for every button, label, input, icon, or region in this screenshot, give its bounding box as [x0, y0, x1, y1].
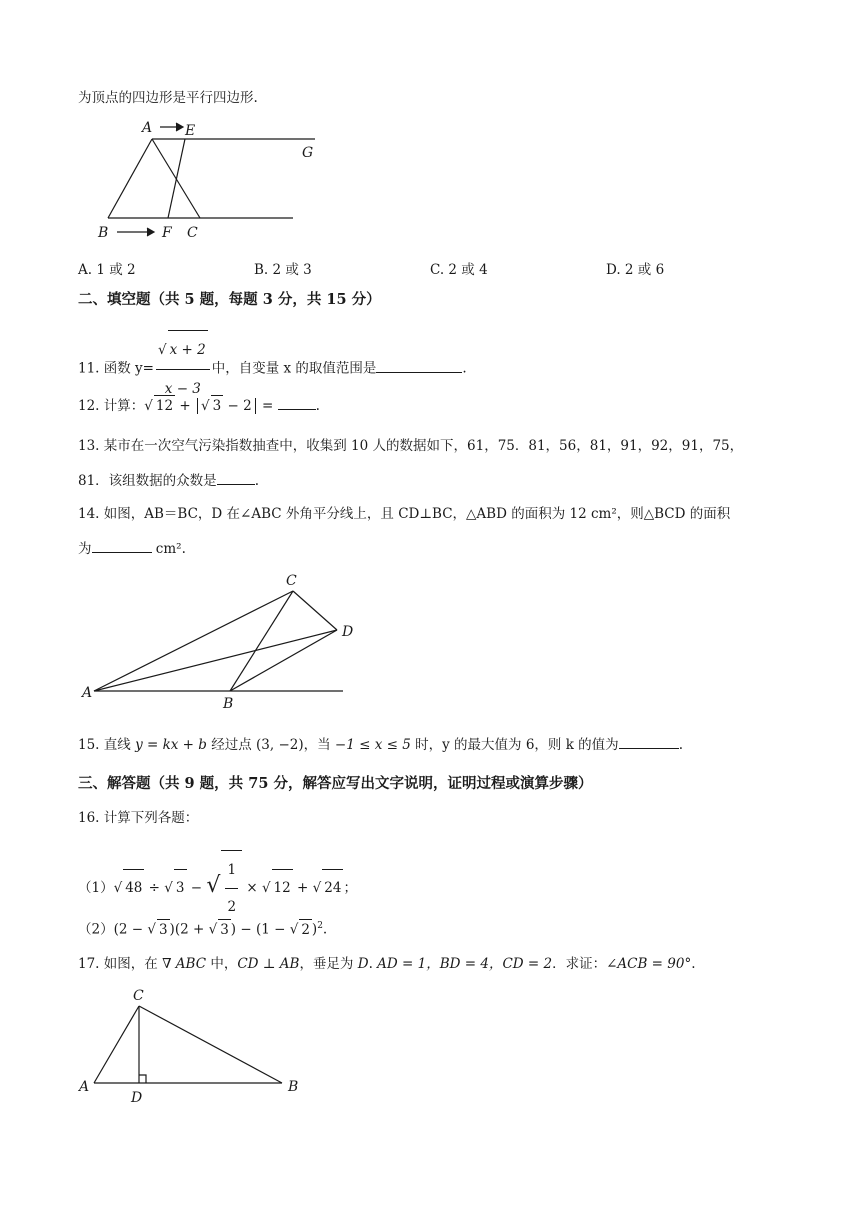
q11-answer-blank[interactable]	[376, 358, 462, 373]
fig1-label-B: B	[98, 225, 109, 241]
fig3-label-C: C	[133, 988, 144, 1004]
option-c: C. 2 或 4	[430, 262, 488, 278]
q12-answer-blank[interactable]	[278, 395, 316, 410]
question-15: 15. 直线 y = kx + b 经过点 (3, −2)，当 −1 ≤ x ≤ 5 时，y 的最大值为 6，则 k 的值为 .	[78, 734, 683, 755]
figure-right-triangle	[76, 986, 316, 1106]
fig1-label-G: G	[302, 145, 314, 161]
intro-line: 为顶点的四边形是平行四边形.	[78, 90, 258, 106]
q11-fraction: $\frac{√ x + 2}{x - 3}$	[156, 330, 210, 408]
fig2-label-D: D	[342, 624, 354, 640]
q14-answer-blank[interactable]	[92, 538, 152, 553]
fig3-label-D: D	[131, 1090, 143, 1106]
question-16-part-2: （2）(2 − √ 3 )(2 + √ 3 ) − (1 − √ 2 )$^2$.	[78, 916, 327, 940]
question-14-line-2: 为 cm².	[78, 538, 186, 559]
fig2-label-B: B	[223, 696, 234, 712]
q11-prefix: 11. 函数 y=	[78, 360, 154, 377]
fig2-label-C: C	[286, 573, 297, 589]
section-3-heading: 三、解答题（共 9 题，共 75 分，解答应写出文字说明，证明过程或演算步骤）	[78, 775, 593, 792]
fig3-label-A: A	[79, 1079, 90, 1095]
question-12: 12. 计算：√ 12 + √ 3 − 2 = .	[78, 395, 320, 416]
fig3-label-B: B	[288, 1079, 299, 1095]
question-11: 11. 函数 y= $\frac{√ x + 2}{x - 3}$ 中，自变量 x 的取值范围是 .	[78, 330, 467, 408]
q13-answer-blank[interactable]	[217, 470, 255, 485]
figure-angle-bisector	[80, 570, 370, 715]
question-14-line-1: 14. 如图，AB＝BC，D 在∠ABC 外角平分线上，且 CD⊥BC，△ABD 的面积为 12 cm²，则△BCD 的面积	[78, 506, 731, 522]
question-16-title: 16. 计算下列各题：	[78, 810, 199, 826]
fig2-label-A: A	[82, 685, 93, 701]
question-13-line-2: 81．该组数据的众数是 .	[78, 470, 259, 491]
section-2-heading: 二、填空题（共 5 题，每题 3 分，共 15 分）	[78, 291, 381, 308]
option-a: A. 1 或 2	[78, 262, 136, 278]
option-d: D. 2 或 6	[606, 262, 665, 278]
fig1-label-A: A	[142, 120, 153, 136]
option-b: B. 2 或 3	[254, 262, 312, 278]
figure-parallelogram	[90, 115, 340, 245]
fig1-label-E: E	[185, 123, 196, 139]
q11-text: 中，自变量 x 的取值范围是	[211, 360, 377, 377]
fig1-label-C: C	[187, 225, 198, 241]
question-13-line-1: 13. 某市在一次空气污染指数抽查中，收集到 10 人的数据如下，61，75．81，56，81，91，92，91，75，	[78, 438, 744, 454]
fig1-label-F: F	[162, 225, 172, 241]
q15-answer-blank[interactable]	[619, 734, 679, 749]
question-16-part-1: （1）√ 48 ÷ √ 3 − √ $\frac{1}{2}$ × √ 12 + √ 24 ；	[78, 850, 357, 925]
question-17: 17. 如图，在 ∇ ABC 中，CD ⊥ AB，垂足为 D. AD = 1，BD = 4，CD = 2．求证：∠ACB = 90°.	[78, 956, 696, 972]
